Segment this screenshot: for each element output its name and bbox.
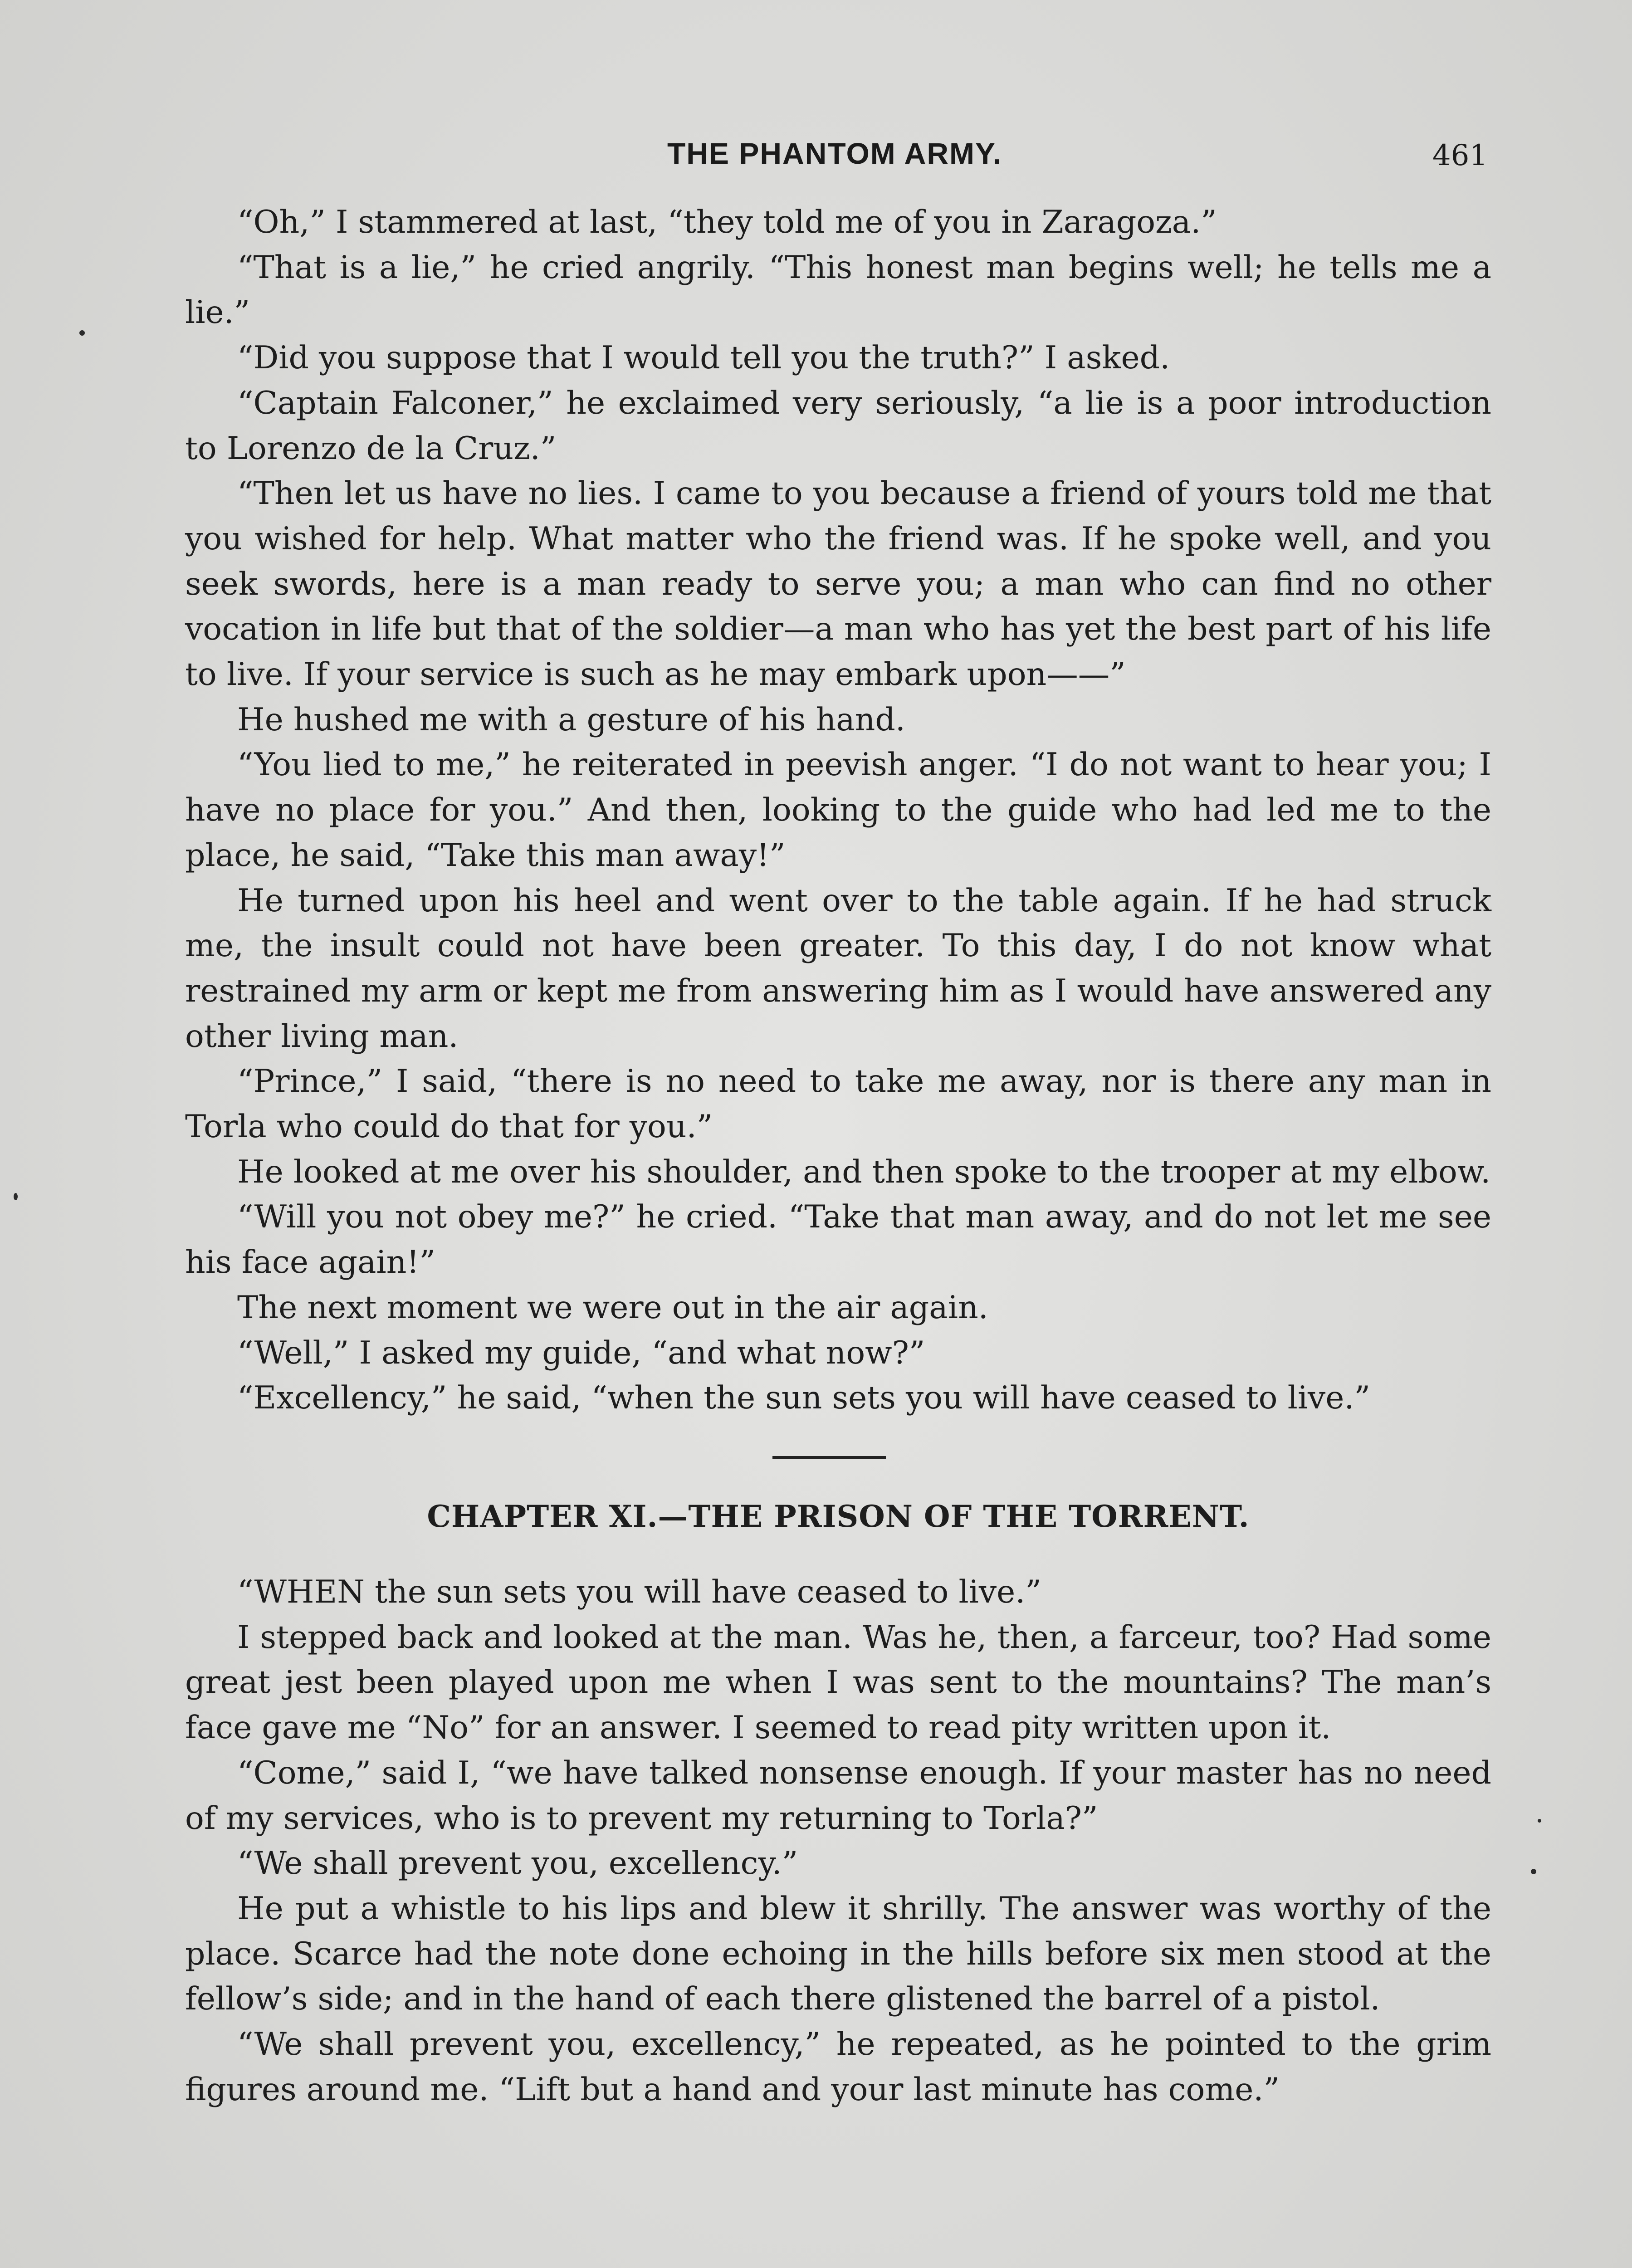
paragraph: He put a whistle to his lips and blew it shrilly. The answer was worthy of the place. Scarce had the note done echoing in the hills before six men stood at the fellow’s side; and in the hand of each there glistened the barrel of a pistol. [185, 1890, 1491, 2018]
page-header [181, 136, 1488, 181]
scan-speck [79, 330, 85, 336]
paragraph: He looked at me over his shoulder, and then spoke to the trooper at my elbow. [237, 1153, 1491, 1190]
paragraph: I stepped back and looked at the man. Was he, then, a farceur, too? Had some great jest been played upon me when I was sent to the mountains? The man’s face gave me “No” for an answer. I seemed to read pity written upon it. [185, 1618, 1491, 1746]
paragraph: “Excellency,” he said, “when the sun sets you will have ceased to live.” [237, 1379, 1371, 1417]
body-text [185, 200, 1491, 2112]
scan-speck [1538, 1819, 1541, 1823]
paragraph: He hushed me with a gesture of his hand. [237, 701, 906, 738]
paragraph: “Prince,” I said, “there is no need to take me away, nor is there any man in Torla who could do that for you.” [185, 1063, 1491, 1145]
horizontal-rule [772, 1456, 886, 1459]
paragraph: “Oh,” I stammered at last, “they told me of you in Zaragoza.” [237, 204, 1217, 240]
chapter-heading: CHAPTER XI.—THE PRISON OF THE TORRENT. [427, 1498, 1250, 1534]
paragraph: “You lied to me,” he reiterated in peevish anger. “I do not want to hear you; I have no place for you.” And then, looking to the guide who had led me to the place, he said, “Take this man away!” [185, 746, 1491, 874]
paragraph: “Well,” I asked my guide, “and what now?” [237, 1334, 925, 1371]
paragraph: “WHEN the sun sets you will have ceased to live.” [237, 1573, 1041, 1610]
scan-speck [1531, 1869, 1536, 1874]
paragraph: “We shall prevent you, excellency,” he repeated, as he pointed to the grim figures around me. “Lift but a hand and your last minute has come.” [185, 2026, 1491, 2108]
paragraph: “Come,” said I, “we have talked nonsense enough. If your master has no need of my services, who is to prevent my returning to Torla?” [185, 1754, 1491, 1837]
paragraph: The next moment we were out in the air again. [237, 1289, 988, 1326]
paragraph: “We shall prevent you, excellency.” [237, 1845, 798, 1882]
paragraph: “Captain Falconer,” he exclaimed very seriously, “a lie is a poor introduction to Lorenzo de la Cruz.” [185, 384, 1491, 467]
running-title: THE PHANTOM ARMY. [667, 137, 1002, 170]
page-number: 461 [1432, 139, 1488, 172]
paragraph: “Did you suppose that I would tell you the truth?” I asked. [237, 339, 1170, 376]
paragraph: “Then let us have no lies. I came to you because a friend of yours told me that you wished for help. What matter who the friend was. If he spoke well, and you seek swords, here is a man ready to serve you; a man who can find no other vocation in life but that of the soldier—a man who has yet the best part of his life to live. If your service is such as he may embark upon——” [185, 475, 1491, 693]
scan-speck [14, 1193, 18, 1200]
paragraph: He turned upon his heel and went over to the table again. If he had struck me, the insult could not have been greater. To this day, I do not know what restrained my arm or kept me from answering him as I would have answered any other living man. [185, 882, 1491, 1055]
paragraph: “Will you not obey me?” he cried. “Take that man away, and do not let me see his face again!” [185, 1198, 1491, 1281]
paragraph: “That is a lie,” he cried angrily. “This honest man begins well; he tells me a lie.” [185, 249, 1491, 331]
